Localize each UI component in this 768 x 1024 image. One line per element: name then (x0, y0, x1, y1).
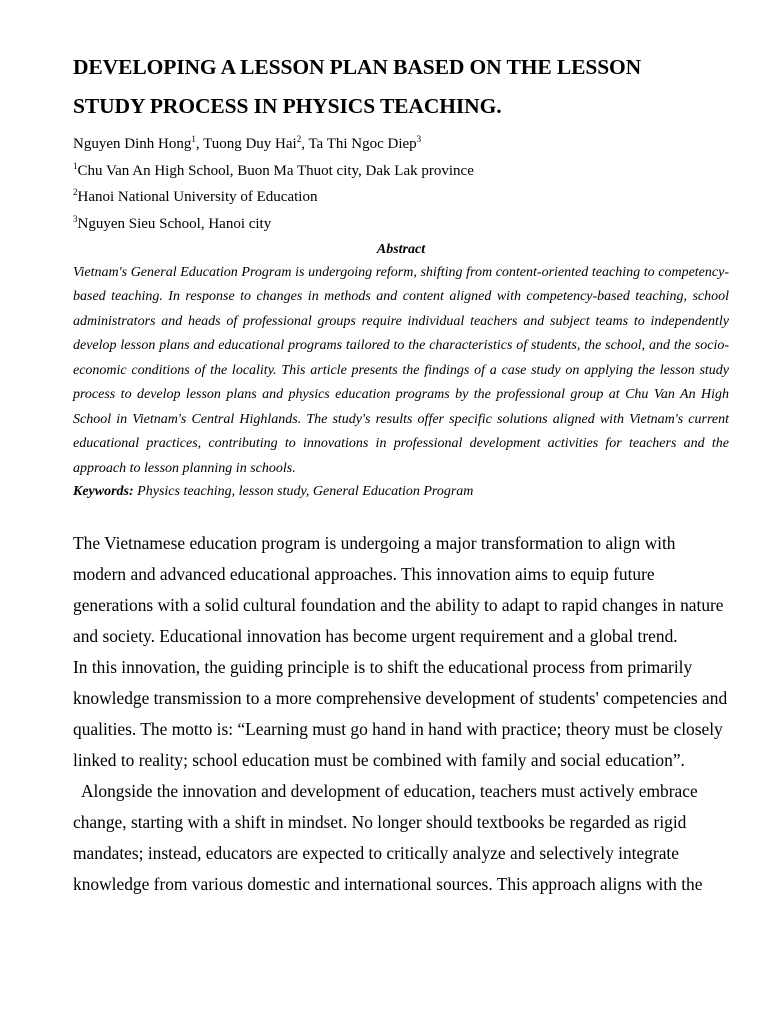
author-separator: , (195, 136, 204, 152)
author-sup: 1 (191, 134, 196, 144)
affiliation-1 (73, 162, 729, 180)
keywords-label: Keywords: (73, 484, 134, 499)
affiliation-text: Hanoi National University of Education (77, 189, 318, 205)
author-sup: 2 (296, 134, 302, 144)
keywords-line (73, 482, 729, 502)
body-paragraph: Alongside the innovation and development of education, teachers must actively embrace change, starting with a shift in mindset. No longer should textbooks be regarded as rigid mandates; instead, educators are expected to critically analyze and selectively integrate knowledge from various domestic and international sources. This approach aligns with the (73, 781, 703, 894)
author-name: Ta Thi Ngoc Diep (308, 136, 417, 152)
affiliation-sup: 3 (73, 213, 78, 224)
author-list (73, 135, 729, 153)
paper-content (73, 48, 729, 900)
abstract-heading: Abstract (376, 241, 426, 257)
affiliation-text: Chu Van An High School, Buon Ma Thuot city, Dak Lak province (77, 162, 474, 179)
title-line-2: STUDY PROCESS IN PHYSICS TEACHING. (73, 94, 502, 118)
paper-title (73, 48, 729, 126)
affiliation-sup: 2 (73, 187, 78, 197)
body-text (73, 528, 729, 900)
body-paragraph: In this innovation, the guiding principle is to shift the educational process from primarily knowledge transmission to a more comprehensive development of students' competencies and qualities. The motto is: “Learning must go hand in hand with practice; theory must be closely linked to reality; school education must be combined with family and social education”. (73, 657, 728, 770)
title-line-1: DEVELOPING A LESSON PLAN BASED ON THE LESSON (73, 55, 642, 79)
body-paragraph: The Vietnamese education program is undergoing a major transformation to align with modern and advanced educational approaches. This innovation aims to equip future generations with a solid cultural foundation and the ability to adapt to rapid changes in nature and society. Educational innovation has become urgent requirement and a global trend. (73, 533, 724, 646)
affiliation-2 (73, 188, 729, 206)
affiliation-3 (73, 215, 729, 233)
affiliation-sup: 1 (73, 160, 78, 171)
author-name: Tuong Duy Hai (203, 136, 297, 152)
affiliation-text: Nguyen Sieu School, Hanoi city (77, 215, 272, 232)
abstract-text: Vietnam's General Education Program is undergoing reform, shifting from content-oriented teaching to competency-based teaching. In response to changes in methods and content aligned with competency-based teaching, school administrators and heads of professional groups require individual teachers and subject teams to independently develop lesson plans and educational programs tailored to the characteristics of students, the school, and the socio-economic conditions of the locality. This article presents the findings of a case study on applying the lesson study process to develop lesson plans and physics education programs by the professional group at Chu Van An High School in Vietnam's Central Highlands. The study's results offer specific solutions aligned with Vietnam's current educational practices, contributing to innovations in professional development activities for teachers and the approach to lesson planning in schools. (73, 264, 729, 476)
author-separator: , (301, 136, 309, 152)
author-sup: 3 (416, 134, 422, 144)
keywords-text: Physics teaching, lesson study, General Education Program (137, 484, 474, 499)
author-name: Nguyen Dinh Hong (73, 136, 192, 152)
